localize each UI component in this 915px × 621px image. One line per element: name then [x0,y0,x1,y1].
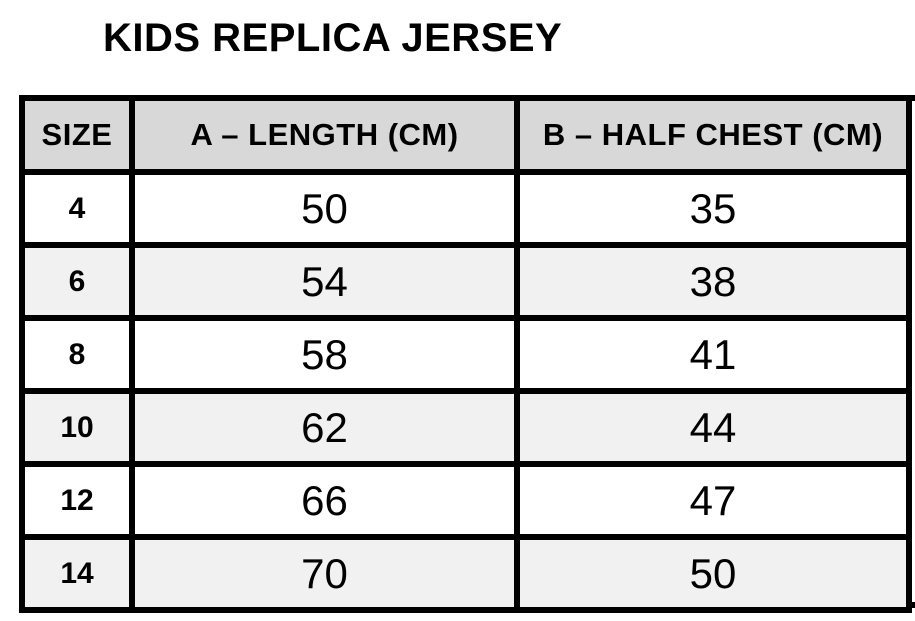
half-chest-cell: 38 [517,245,909,318]
length-cell: 58 [132,318,517,391]
length-cell: 54 [132,245,517,318]
length-cell: 50 [132,172,517,245]
page-title: KIDS REPLICA JERSEY [103,16,563,60]
size-chart [19,95,906,608]
table-row [22,318,909,391]
column-header-size: SIZE [22,98,132,172]
size-cell: 6 [22,245,132,318]
size-cell: 10 [22,391,132,464]
half-chest-cell: 44 [517,391,909,464]
length-cell: 62 [132,391,517,464]
column-header-half-chest: B – HALF CHEST (CM) [517,98,909,172]
table-row [22,464,909,537]
half-chest-cell: 41 [517,318,909,391]
half-chest-cell: 35 [517,172,909,245]
half-chest-cell: 50 [517,537,909,610]
table-row [22,537,909,610]
table-row [22,391,909,464]
size-cell: 12 [22,464,132,537]
half-chest-cell: 47 [517,464,909,537]
size-table [19,95,912,613]
size-cell: 14 [22,537,132,610]
table-header-row [22,98,909,172]
column-header-length: A – LENGTH (CM) [132,98,517,172]
table-row [22,172,909,245]
size-cell: 4 [22,172,132,245]
length-cell: 66 [132,464,517,537]
table-row [22,245,909,318]
bottom-border-extension [906,602,915,608]
length-cell: 70 [132,537,517,610]
size-cell: 8 [22,318,132,391]
top-border-extension [906,95,915,101]
